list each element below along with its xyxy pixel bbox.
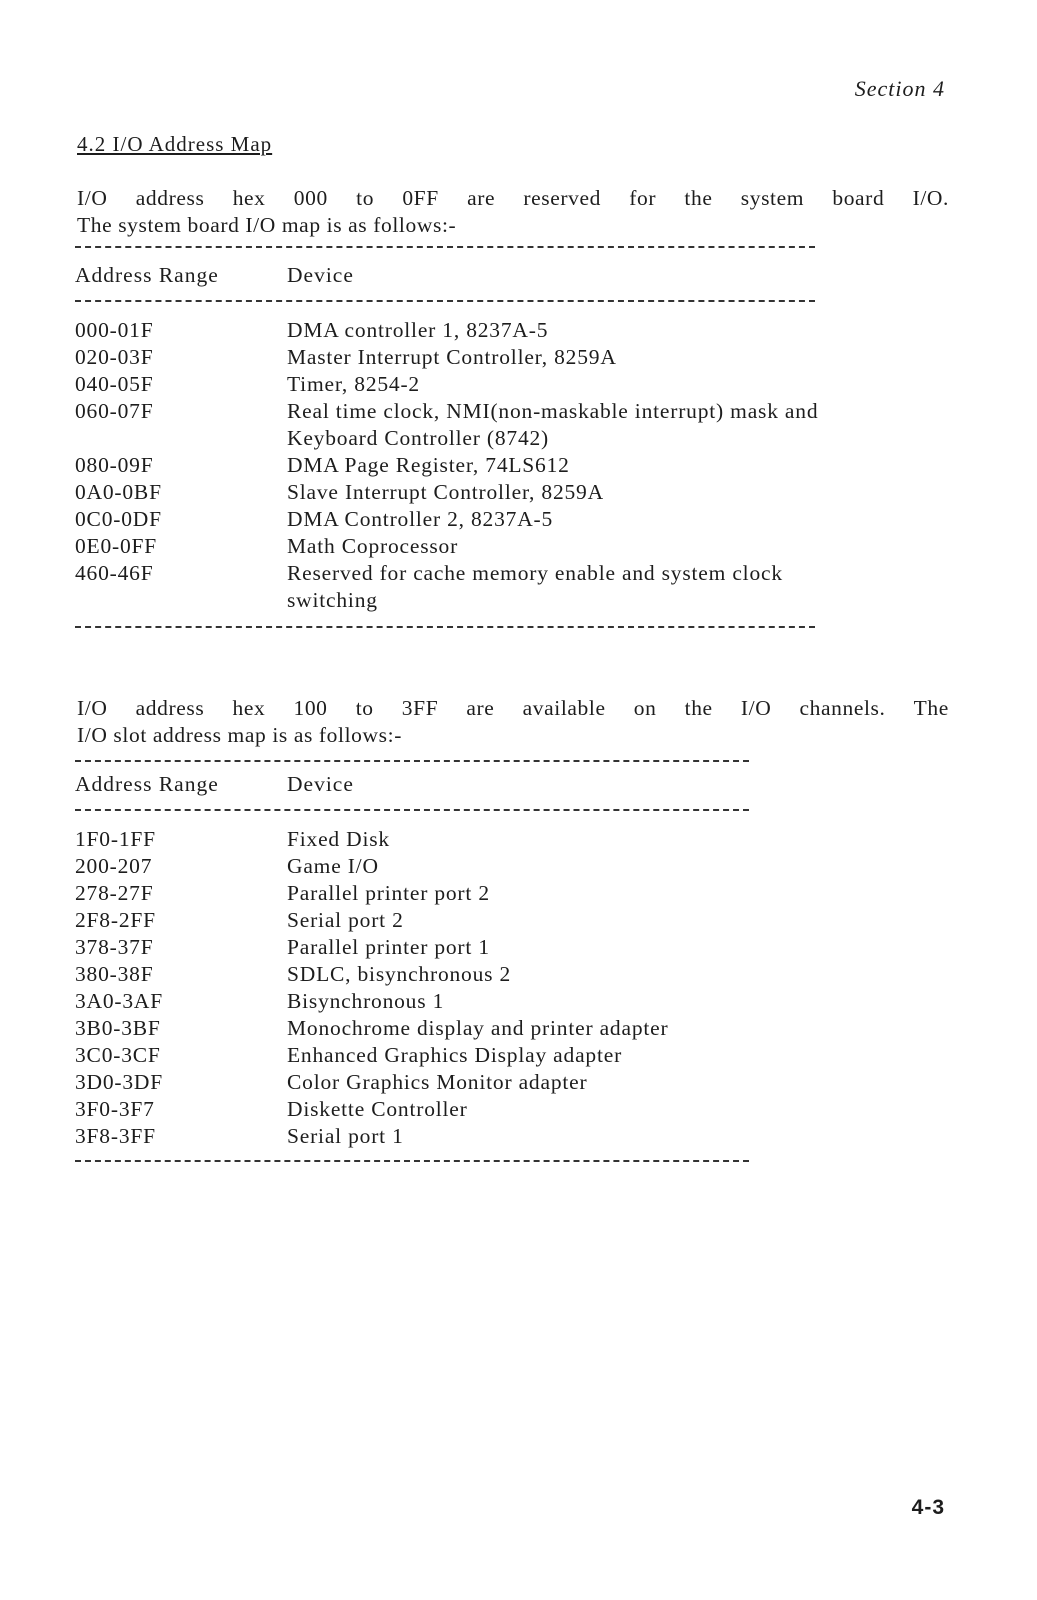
- column-header-address: Address Range: [75, 263, 219, 287]
- io-slot-intro: [77, 695, 949, 749]
- intro-word: hex: [232, 186, 266, 210]
- device-name: Serial port 1: [287, 1124, 404, 1148]
- intro-word: 100: [293, 696, 328, 720]
- address-range: 2F8-2FF: [75, 908, 156, 932]
- table-row: [75, 1123, 847, 1150]
- device-name: Monochrome display and printer adapter: [287, 1016, 669, 1040]
- intro-word: I/O: [77, 186, 108, 210]
- table-row: [75, 560, 847, 614]
- intro-word: I/O: [740, 696, 772, 720]
- address-range: 020-03F: [75, 345, 154, 369]
- table-rule: [75, 760, 749, 762]
- address-range: 3F8-3FF: [75, 1124, 156, 1148]
- page-number: 4-3: [911, 1496, 945, 1519]
- column-header-device: Device: [287, 263, 354, 287]
- table-rule: [75, 246, 815, 248]
- device-name: Master Interrupt Controller, 8259A: [287, 345, 617, 369]
- intro-word: to: [355, 696, 374, 720]
- device-name: SDLC, bisynchronous 2: [287, 962, 512, 986]
- intro-word: the: [684, 186, 713, 210]
- table-row: [75, 452, 847, 479]
- address-range: 380-38F: [75, 962, 154, 986]
- device-name: Real time clock, NMI(non-maskable interrupt) mask and Keyboard Controller (8742): [287, 399, 819, 450]
- table-row: [75, 479, 847, 506]
- address-range: 060-07F: [75, 399, 154, 423]
- device-name: Math Coprocessor: [287, 534, 459, 558]
- address-range: 0A0-0BF: [75, 480, 162, 504]
- address-range: 460-46F: [75, 561, 154, 585]
- intro-word: address: [135, 186, 205, 210]
- table-row: [75, 371, 847, 398]
- section-header: Section 4: [854, 76, 945, 101]
- address-range: 0E0-0FF: [75, 534, 158, 558]
- address-range: 278-27F: [75, 881, 154, 905]
- address-range: 080-09F: [75, 453, 154, 477]
- device-name: Parallel printer port 1: [287, 935, 490, 959]
- intro-word: board: [832, 186, 885, 210]
- address-range: 3C0-3CF: [75, 1043, 161, 1067]
- address-range: 3B0-3BF: [75, 1016, 161, 1040]
- table-row: [75, 934, 847, 961]
- device-name: Enhanced Graphics Display adapter: [287, 1043, 623, 1067]
- device-name: Timer, 8254-2: [287, 372, 420, 396]
- address-range: 200-207: [75, 854, 153, 878]
- intro-word: available: [522, 696, 606, 720]
- address-range: 040-05F: [75, 372, 154, 396]
- table-row: [75, 1015, 847, 1042]
- device-name: Fixed Disk: [287, 827, 390, 851]
- intro-word: The: [913, 696, 949, 720]
- table-row: [75, 344, 847, 371]
- address-range: 3D0-3DF: [75, 1070, 164, 1094]
- table-row: [75, 880, 847, 907]
- intro-word: system: [740, 186, 805, 210]
- system-board-io-table: [75, 317, 847, 614]
- intro-word: are: [467, 186, 496, 210]
- device-name: Slave Interrupt Controller, 8259A: [287, 480, 604, 504]
- intro-word: 0FF: [402, 186, 439, 210]
- intro-word: for: [629, 186, 657, 210]
- table-row: [75, 1096, 847, 1123]
- table-row: [75, 533, 847, 560]
- table-row: [75, 398, 847, 452]
- intro-word: channels.: [799, 696, 886, 720]
- intro-word: the: [684, 696, 713, 720]
- table-row: [75, 961, 847, 988]
- table-row: [75, 1042, 847, 1069]
- table-row: [75, 853, 847, 880]
- io-slot-table: [75, 826, 847, 1150]
- intro-word: I/O: [77, 696, 108, 720]
- table-row: [75, 317, 847, 344]
- device-name: Parallel printer port 2: [287, 881, 490, 905]
- device-name: Color Graphics Monitor adapter: [287, 1070, 588, 1094]
- address-range: 3F0-3F7: [75, 1097, 155, 1121]
- intro-word: address: [135, 696, 205, 720]
- section-title: 4.2 I/O Address Map: [77, 132, 273, 156]
- intro-word: hex: [232, 696, 266, 720]
- address-range: 0C0-0DF: [75, 507, 162, 531]
- device-name: DMA controller 1, 8237A-5: [287, 318, 549, 342]
- device-name: DMA Controller 2, 8237A-5: [287, 507, 554, 531]
- device-name: DMA Page Register, 74LS612: [287, 453, 570, 477]
- address-range: 378-37F: [75, 935, 154, 959]
- device-name: Reserved for cache memory enable and system clock switching: [287, 561, 783, 612]
- system-board-intro-line1: [77, 185, 949, 212]
- intro-word: on: [633, 696, 657, 720]
- device-name: Game I/O: [287, 854, 379, 878]
- table-row: [75, 988, 847, 1015]
- table-row: [75, 826, 847, 853]
- table-row: [75, 506, 847, 533]
- intro-word: are: [466, 696, 495, 720]
- intro-word: I/O.: [912, 186, 949, 210]
- system-board-intro-line2: The system board I/O map is as follows:-: [77, 213, 457, 237]
- intro-word: 000: [293, 186, 328, 210]
- address-range: 000-01F: [75, 318, 154, 342]
- address-range: 1F0-1FF: [75, 827, 156, 851]
- intro-word: 3FF: [401, 696, 439, 720]
- io-slot-intro-line2: I/O slot address map is as follows:-: [77, 723, 402, 747]
- device-name: Bisynchronous 1: [287, 989, 445, 1013]
- table-rule: [75, 300, 815, 302]
- device-name: Diskette Controller: [287, 1097, 468, 1121]
- table-row: [75, 1069, 847, 1096]
- intro-word: reserved: [523, 186, 601, 210]
- table-rule: [75, 1160, 749, 1162]
- intro-word: to: [356, 186, 375, 210]
- column-header-address: Address Range: [75, 772, 219, 796]
- table-row: [75, 907, 847, 934]
- address-range: 3A0-3AF: [75, 989, 164, 1013]
- device-name: Serial port 2: [287, 908, 404, 932]
- table-rule: [75, 626, 815, 628]
- system-board-intro: [77, 185, 949, 239]
- column-header-device: Device: [287, 772, 354, 796]
- io-slot-intro-line1: [77, 695, 949, 722]
- table-rule: [75, 809, 749, 811]
